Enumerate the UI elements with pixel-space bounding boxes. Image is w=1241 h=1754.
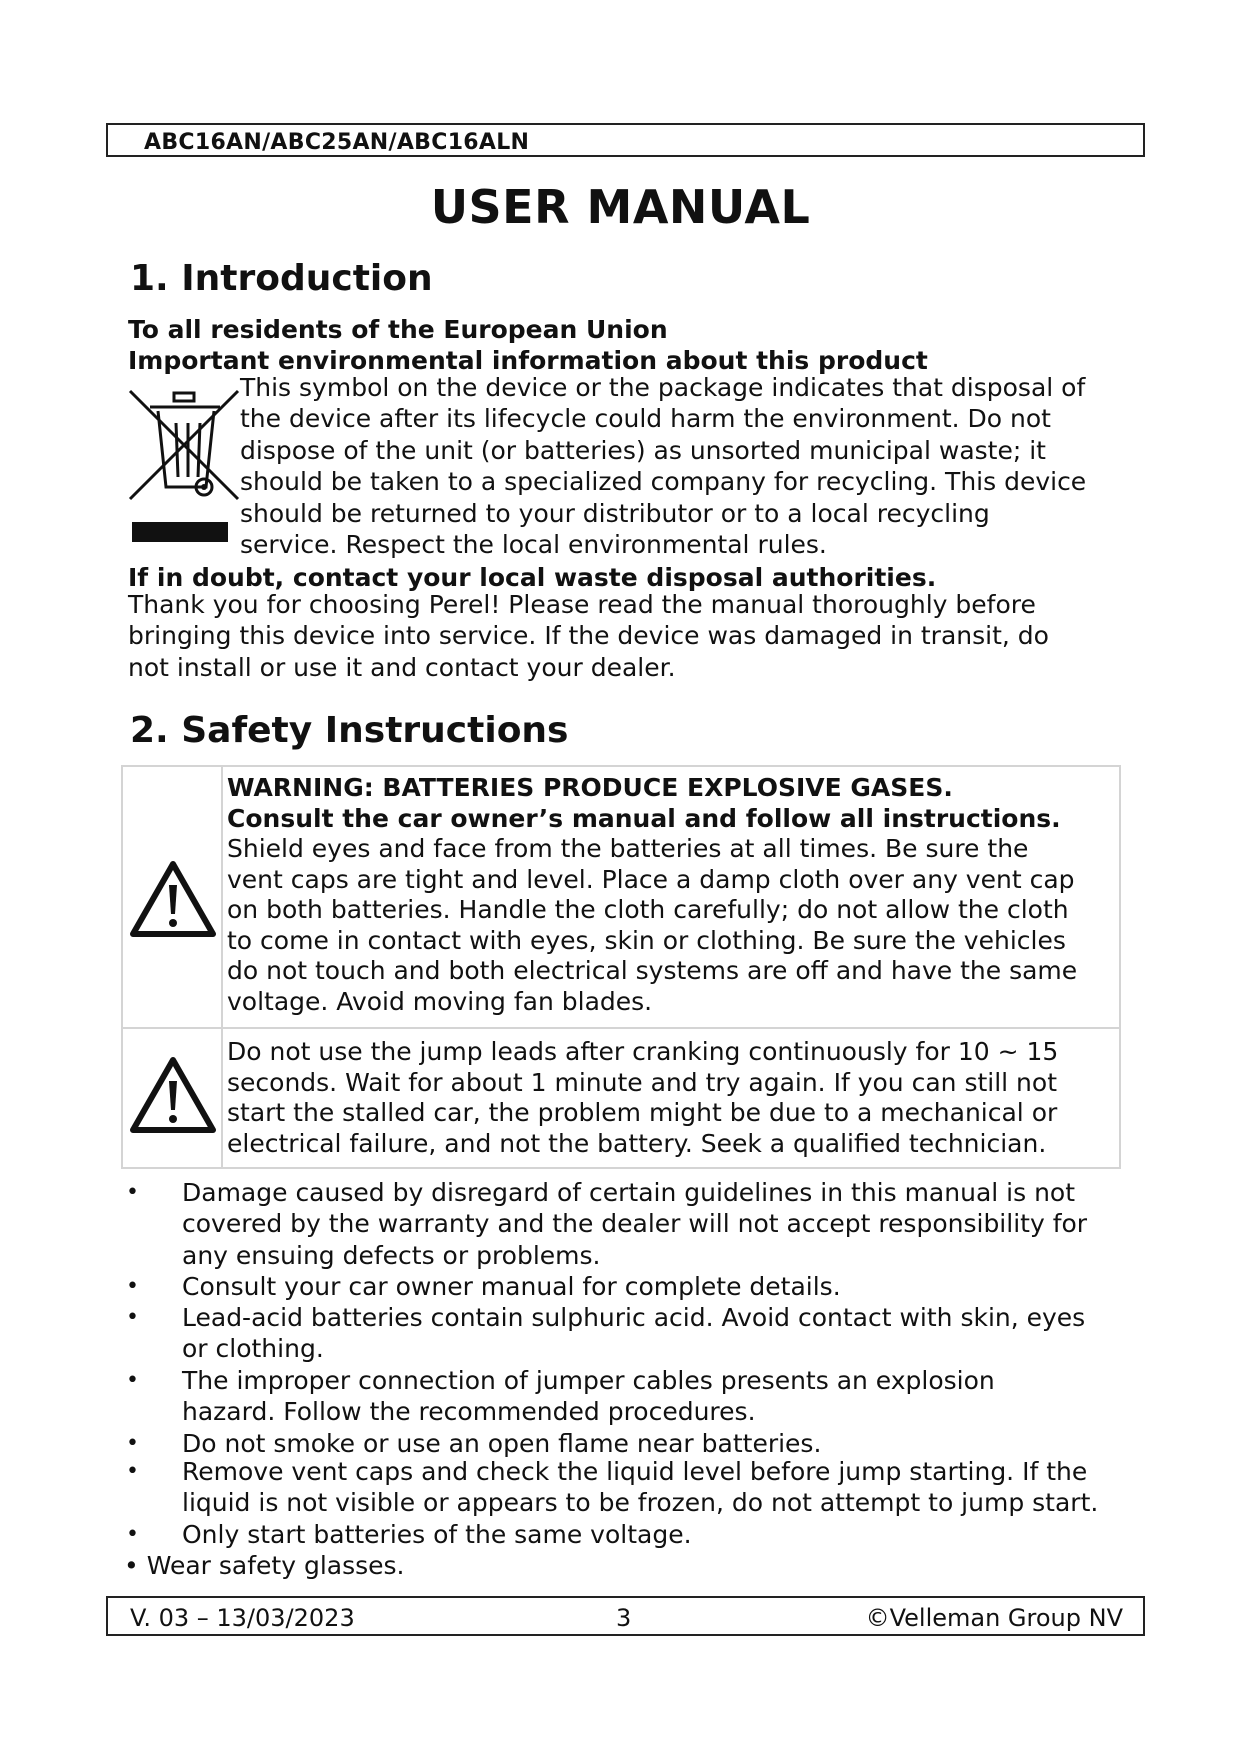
warning1-text [227,773,1077,1017]
list-item-line: Only start batteries of the same voltage. [182,1520,692,1549]
bullet-dot: • [126,1180,139,1205]
bullet-dot: • [126,1305,139,1330]
list-item [182,1365,995,1428]
table-column-divider [221,767,223,1167]
bullet-dot: • [126,1431,139,1456]
list-item [182,1428,821,1459]
warning1-line: voltage. Avoid moving fan blades. [227,986,653,1016]
table-row-divider [123,1027,1119,1029]
bullet-dot: • [126,1459,139,1484]
weee-line: should be returned to your distributor or to a local recycling [240,498,990,528]
list-item-line: The improper connection of jumper cables presents an explosion [182,1366,995,1395]
safety-warning-table [121,765,1121,1169]
list-item [182,1519,692,1550]
warning-icon [129,1055,217,1135]
warning1-title: WARNING: BATTERIES PRODUCE EXPLOSIVE GASES. [227,773,953,802]
warning2-line: seconds. Wait for about 1 minute and try again. If you can still not [227,1067,1057,1097]
page-title: USER MANUAL [430,180,811,234]
warning1-line: Shield eyes and face from the batteries at all times. Be sure the [227,834,1029,863]
safety-bullet-list [0,1177,1241,1597]
thanks-line: Thank you for choosing Perel! Please read the manual thoroughly before [128,590,1036,619]
weee-line: dispose of the unit (or batteries) as unsorted municipal waste; it [240,435,1046,465]
list-item-line: Damage caused by disregard of certain guidelines in this manual is not [182,1178,1076,1207]
list-item [182,1302,1085,1365]
last-bullet-item: • Wear safety glasses. [124,1551,405,1580]
warning1-line: vent caps are tight and level. Place a damp cloth over any vent cap [227,864,1075,894]
page-footer [106,1596,1145,1636]
model-numbers: ABC16AN/ABC25AN/ABC16ALN [144,130,530,155]
bullet-dot: • [126,1368,139,1393]
list-item-line: liquid is not visible or appears to be frozen, do not attempt to jump start. [182,1488,1099,1518]
footer-copyright: ©Velleman Group NV [865,1604,1123,1632]
intro-heading: 1. Introduction [130,258,433,299]
thanks-line: bringing this device into service. If the device was damaged in transit, do [128,621,1049,651]
warning2-line: start the stalled car, the problem might be due to a mechanical or [227,1098,1058,1127]
list-item-line: Do not smoke or use an open flame near batteries. [182,1429,822,1458]
bullet-dot: • [126,1274,139,1299]
list-item-line: Consult your car owner manual for complete details. [182,1272,841,1301]
header-model-box [106,123,1145,157]
thanks-line: not install or use it and contact your dealer. [128,652,676,682]
list-item [182,1271,841,1302]
warning1-subtitle: Consult the car owner’s manual and follow all instructions. [227,803,1061,833]
list-item [182,1177,1087,1271]
warning1-line: on both batteries. Handle the cloth carefully; do not allow the cloth [227,895,1069,924]
list-item-line: covered by the warranty and the dealer will not accept responsibility for [182,1209,1088,1239]
list-item-line: Remove vent caps and check the liquid level before jump starting. If the [182,1457,1088,1486]
list-item-line: hazard. Follow the recommended procedures. [182,1397,756,1427]
footer-page-number: 3 [616,1604,632,1632]
weee-line: This symbol on the device or the package indicates that disposal of [240,373,1086,402]
list-item [182,1456,1098,1519]
thanks-paragraph [128,589,1049,683]
list-item-line: any ensuing defects or problems. [182,1240,601,1270]
weee-line: should be taken to a specialized company for recycling. This device [240,467,1087,497]
warning1-line: do not touch and both electrical systems are off and have the same [227,956,1078,985]
weee-bin-icon [126,387,242,547]
warning2-text [227,1037,1058,1159]
bullet-dot: • [126,1522,139,1547]
weee-line: the device after its lifecycle could harm the environment. Do not [240,404,1051,434]
eu-line: To all residents of the European Union [128,315,668,344]
warning-icon [129,859,217,939]
weee-paragraph [240,372,1086,560]
weee-line: service. Respect the local environmental rules. [240,530,827,560]
warning2-line: Do not use the jump leads after cranking continuously for 10 ~ 15 [227,1037,1059,1066]
safety-heading: 2. Safety Instructions [130,710,569,751]
list-item-line: or clothing. [182,1334,324,1364]
footer-version: V. 03 – 13/03/2023 [130,1604,355,1632]
doubt-line: If in doubt, contact your local waste disposal authorities. [128,563,937,592]
list-item-line: Lead-acid batteries contain sulphuric acid. Avoid contact with skin, eyes [182,1303,1086,1332]
warning1-line: to come in contact with eyes, skin or clothing. Be sure the vehicles [227,925,1066,955]
warning2-line: electrical failure, and not the battery. Seek a qualified technician. [227,1128,1047,1158]
env-line: Important environmental information about this product [128,346,928,375]
